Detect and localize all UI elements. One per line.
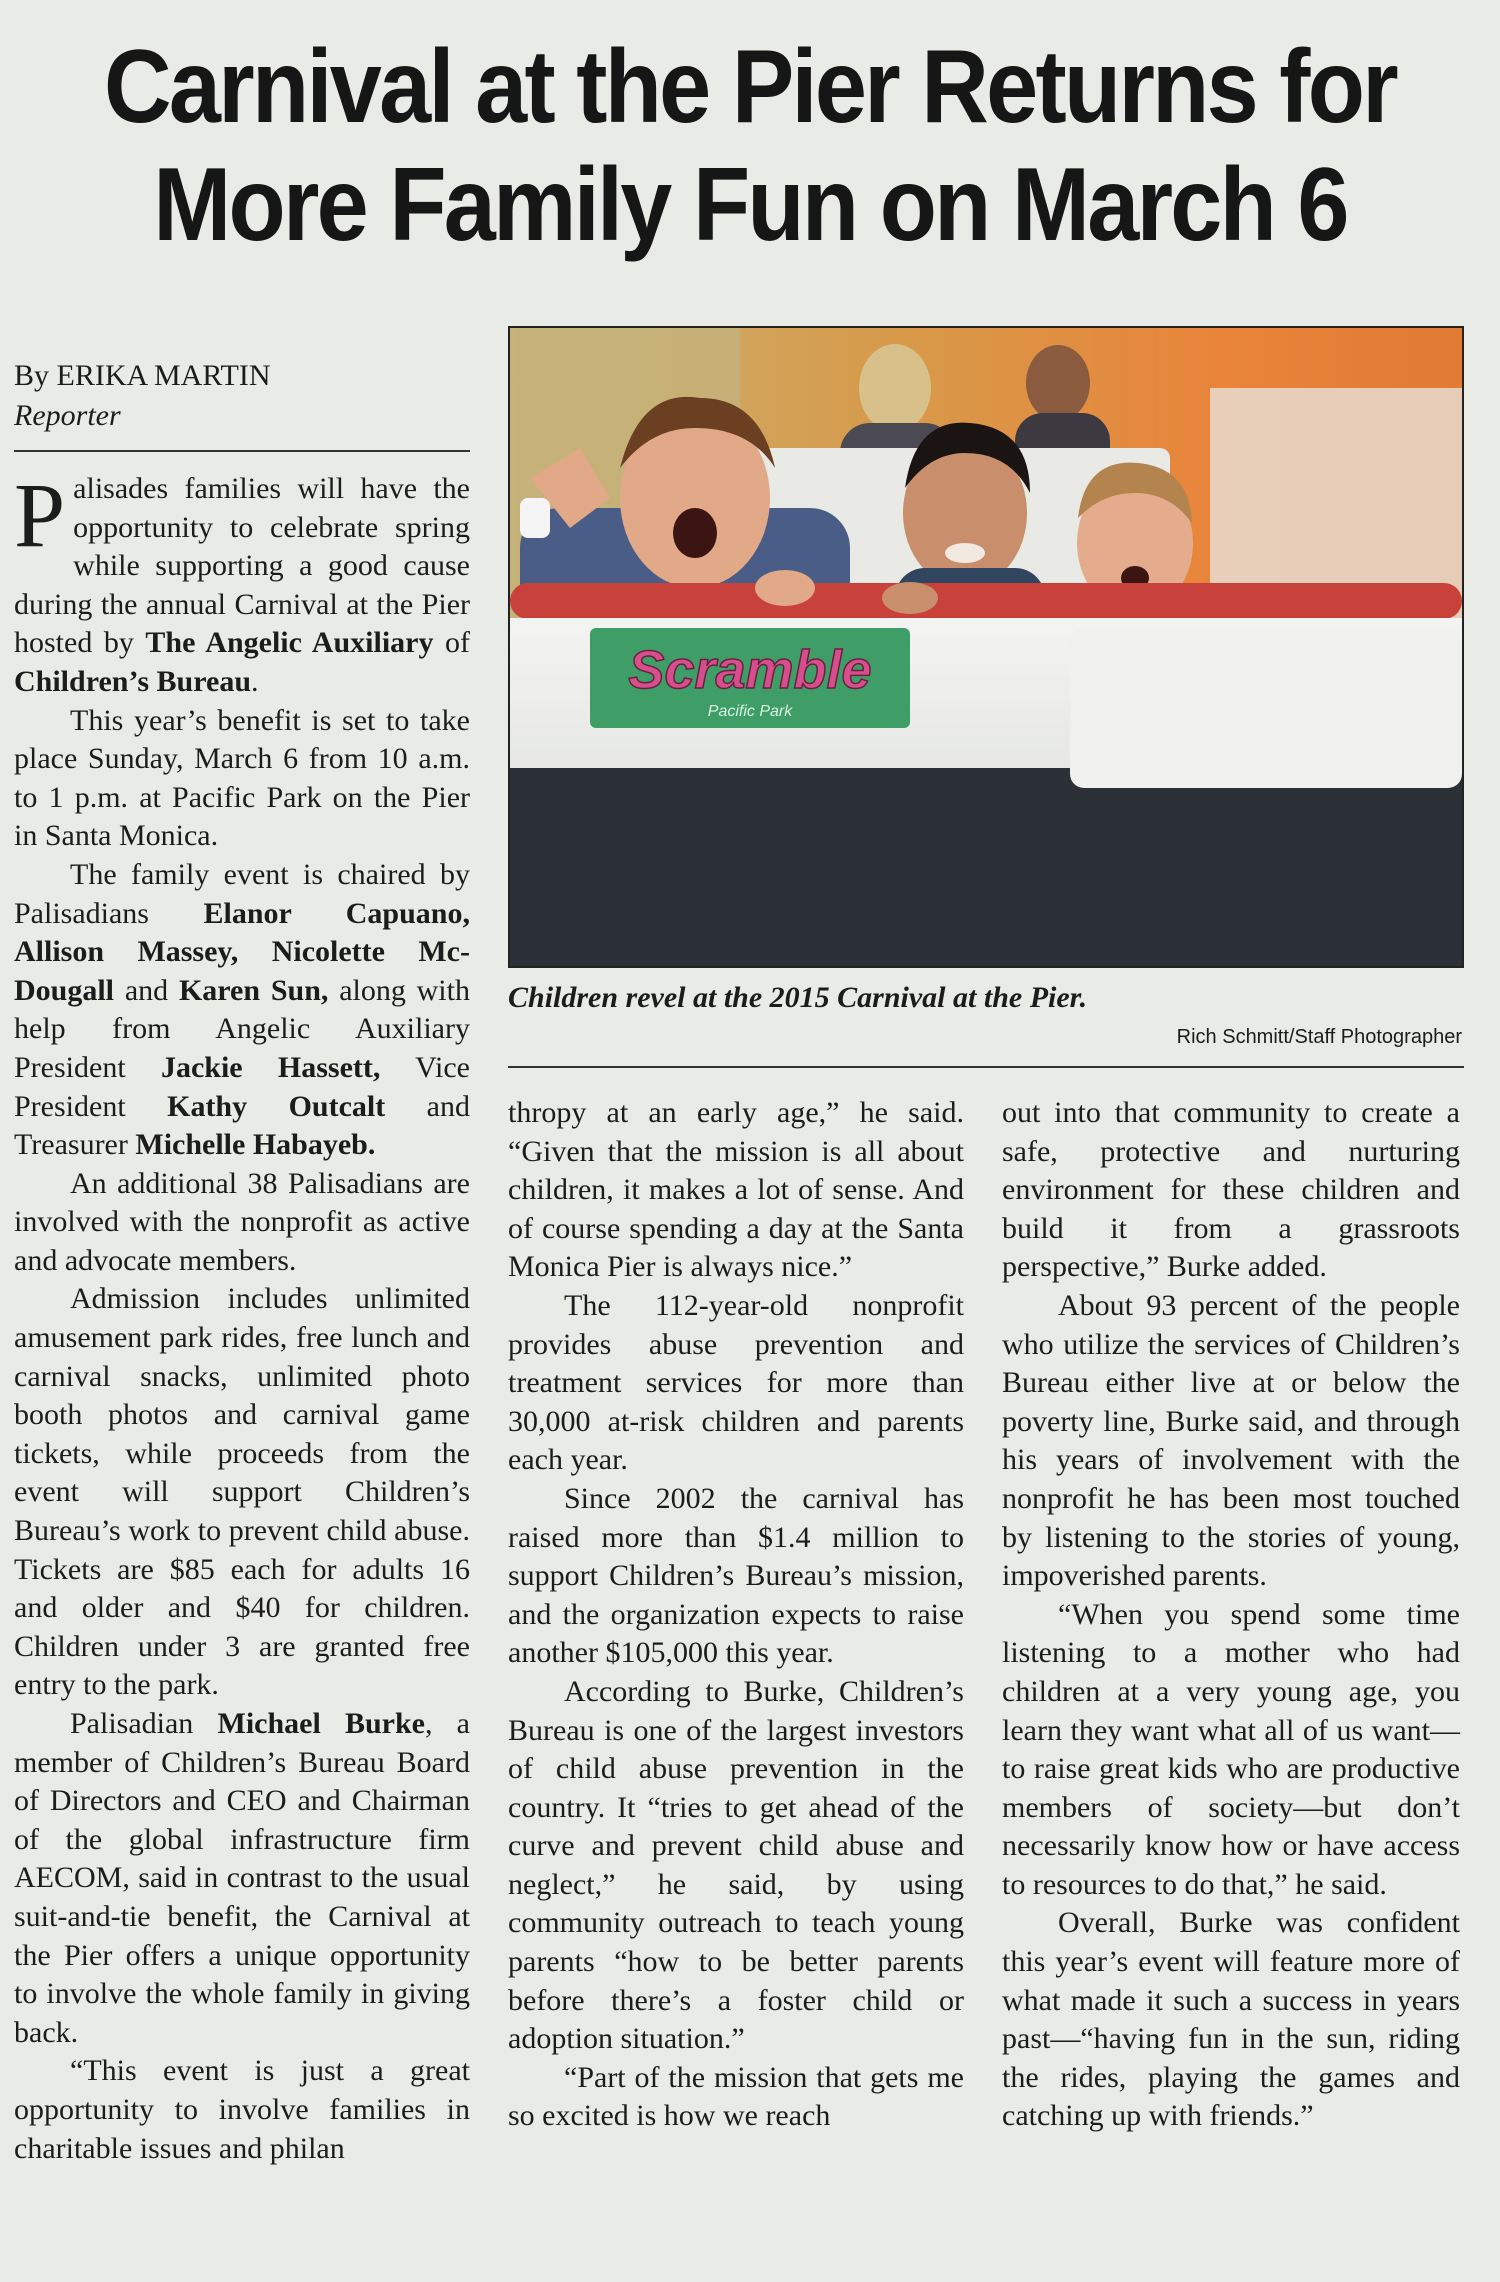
chair-names: Elanor Capuano, Allison Massey, Nicolette McDougall — [14, 896, 470, 1007]
paragraph-4: An additional 38 Palisadians are involved with the nonprofit as active and advocate members. — [14, 1166, 470, 1277]
paragraph-6-text-2: , a member of Children’s Bureau Board of Directors and CEO and Chairman of the global infrastructure firm AECOM, said in contrast to the usual suit-and-tie benefit, the Carnival at the Pier offers a unique opportunity to involve the whole family in giving back. — [14, 1707, 470, 2049]
paragraph-3-text-4: and Treasurer — [14, 1089, 470, 1162]
paragraph-10: According to Burke, Children’s Bureau is one of the largest investors of child abuse prevention in the country. It “tries to get ahead of the curve and prevent child abuse and neglect,” he said, by using community outreach to teach young parents “how to be better parents before there’s a foster child or adoption situation.” — [508, 1674, 964, 2056]
photo-caption: Children revel at the 2015 Carnival at the Pier. — [508, 981, 1088, 1014]
burke-name: Michael Burke — [217, 1707, 425, 1740]
paragraph-3-text: The family event is chaired by Palisadians — [14, 857, 470, 930]
paragraph-2: This year’s benefit is set to take place Sunday, March 6 from 10 a.m. to 1 p.m. at Pacific Park on the Pier in Santa Monica. — [14, 703, 470, 853]
headline — [75, 28, 1425, 264]
paragraph-11-end: out into that community to create a safe, protective and nurturing environment for these children and build it from a grassroots perspective,” Burke added. — [1002, 1096, 1460, 1284]
treasurer-name: Michelle Habayeb. — [135, 1128, 376, 1162]
paragraph-6-text: Palisadian — [70, 1707, 218, 1740]
drop-cap: P — [14, 464, 66, 566]
organization-name: The Angelic Auxiliary — [145, 626, 434, 660]
paragraph-3-text-3: Vice President — [14, 1050, 470, 1123]
article-column-1 — [14, 464, 470, 2168]
paragraph-7-end: thropy at an early age,” he said. “Given that the mission is all about children, it makes a lot of sense. And of course spending a day at the Santa Monica Pier is always nice.” — [508, 1096, 964, 1284]
paragraph-13: “When you spend some time listening to a mother who had children at a very young age, you learn they want what all of us want—to raise great kids who are productive members of society—but don’t necessarily know how or have access to resources to do that,” he said. — [1002, 1597, 1460, 1901]
paragraph-3-and: and — [114, 973, 179, 1007]
paragraph-1-connector: of — [433, 626, 470, 660]
byline-divider — [14, 450, 470, 452]
paragraph-11-start: “Part of the mission that gets me so excited is how we reach — [508, 2060, 964, 2133]
byline-role: Reporter — [14, 399, 121, 432]
paragraph-8: The 112-year-old nonprofit provides abuse prevention and treatment services for more than 30,000 at-risk children and parents each year. — [508, 1288, 964, 1477]
paragraph-7-start: “This event is just a great opportunity to involve families in charitable issues and philan — [14, 2054, 470, 2165]
chair-name-sun: Karen Sun, — [178, 973, 329, 1007]
byline — [14, 356, 474, 436]
paragraph-1-period: . — [251, 664, 259, 698]
paragraph-3 — [14, 856, 470, 1165]
paragraph-12: About 93 percent of the people who utilize the services of Children’s Bureau either live at or below the poverty line, Burke said, and through his years of involvement with the nonprofit he has been most touched by listening to the stories of young, impoverished parents. — [1002, 1288, 1460, 1593]
beneficiary-name: Children’s Bureau — [14, 664, 251, 698]
caption-divider — [508, 1066, 1464, 1068]
paragraph-1 — [14, 464, 470, 702]
byline-author: By ERIKA MARTIN — [14, 359, 271, 392]
paragraph-6 — [14, 1705, 470, 2052]
ride-sign-subtext: Pacific Park — [707, 703, 793, 720]
article-photo — [508, 326, 1464, 968]
ride-sign-text: Scramble — [628, 640, 872, 700]
vice-president-name: Kathy Outcalt — [167, 1089, 386, 1123]
headline-line-2: More Family Fun on March 6 — [153, 147, 1347, 263]
headline-line-1: Carnival at the Pier Returns for — [104, 29, 1396, 145]
president-name: Jackie Hassett, — [160, 1050, 381, 1084]
paragraph-9: Since 2002 the carnival has raised more than $1.4 million to support Children’s Bureau’s mission, and the organization expects to raise another $105,000 this year. — [508, 1481, 964, 1670]
paragraph-5: Admission includes unlimited amusement park rides, free lunch and carnival snacks, unlimited photo booth photos and carnival game tickets, while proceeds from the event will support Children’s Bureau’s work to prevent child abuse. Tickets are $85 each for adults 16 and older and $40 for children. Children under 3 are granted free entry to the park. — [14, 1282, 470, 1702]
photo-credit: Rich Schmitt/Staff Photographer — [1176, 1026, 1462, 1048]
article-column-2 — [508, 1094, 964, 2136]
article-column-3 — [1002, 1094, 1460, 2136]
paragraph-1-text: alisades families will have the opportunity to celebrate spring while supporting a good cause during the annual Carnival at the Pier hosted by — [14, 472, 470, 660]
paragraph-14: Overall, Burke was confident this year’s event will feature more of what made it such a success in years past—“having fun in the sun, riding the rides, playing the games and catching up with friends.” — [1002, 1906, 1460, 2133]
paragraph-3-text-2: along with help from Angelic Auxiliary President — [14, 973, 470, 1084]
